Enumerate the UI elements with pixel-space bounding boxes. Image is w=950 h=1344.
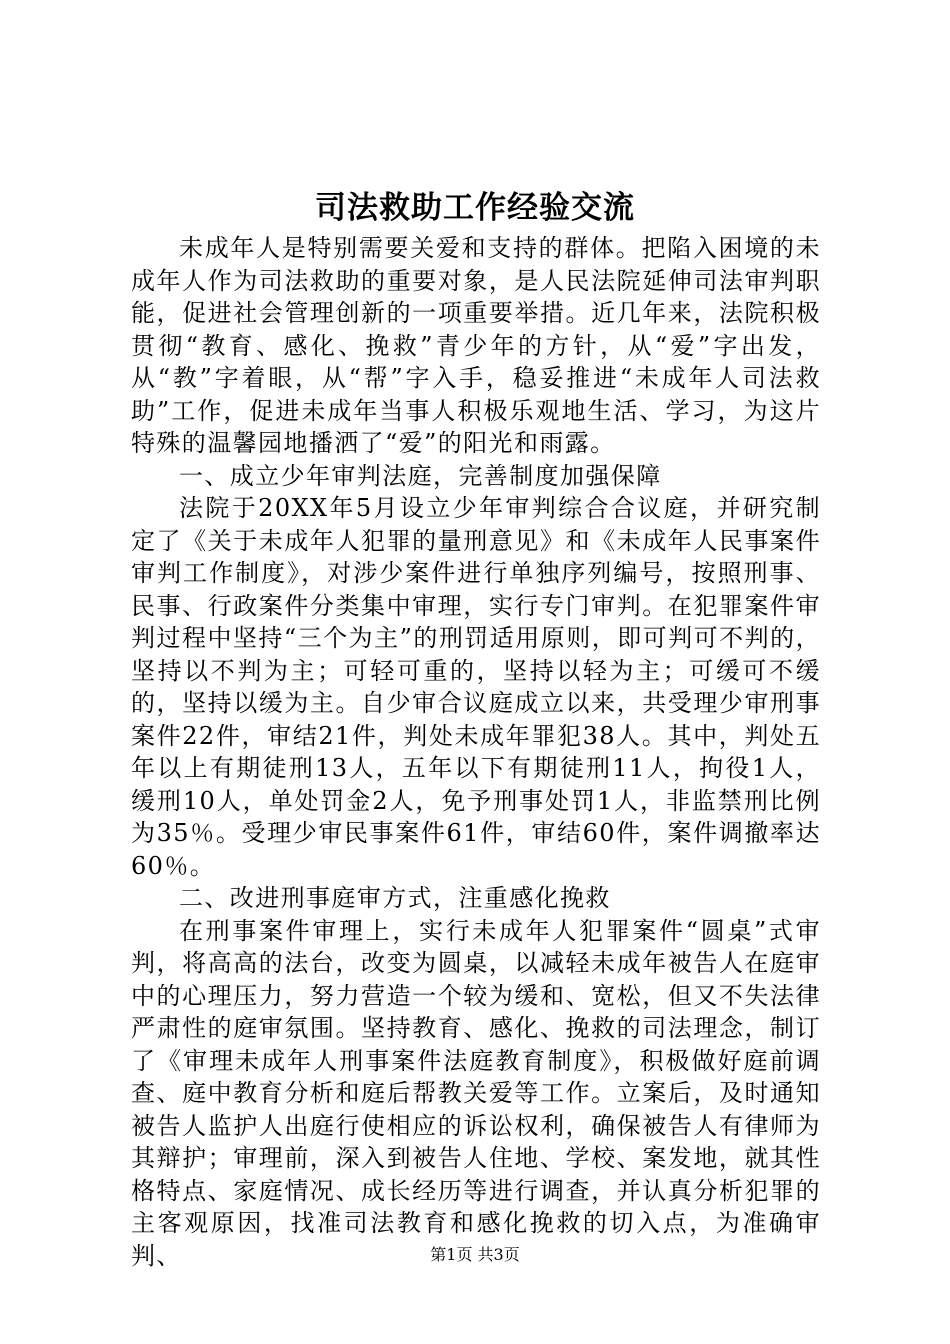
page-footer: 第1页 共3页 — [430, 1245, 520, 1264]
intro-paragraph: 未成年人是特别需要关爱和支持的群体。把陷入困境的未成年人作为司法救助的重要对象，是人民法院延伸司法审判职能，促进社会管理创新的一项重要举措。近几年来，法院积极贯彻“教育、感化、挽救”青少年的方针，从“爱”字出发，从“教”字着眼，从“帮”字入手，稳妥推进“未成年人司法救助”工作，促进未成年当事人积极乐观地生活、学习，为这片特殊的温馨园地播洒了“爱”的阳光和雨露。 — [131, 234, 821, 457]
document-body — [131, 232, 821, 1272]
section-1-paragraph: 法院于20XX年5月设立少年审判综合合议庭，并研究制定了《关于未成年人犯罪的量刑意见》和《未成年人民事案件审判工作制度》，对涉少案件进行单独序列编号，按照刑事、民事、行政案件分类集中审理，实行专门审判。在犯罪案件审判过程中坚持“三个为主”的刑罚适用原则，即可判可不判的，坚持以不判为主；可轻可重的，坚持以轻为主；可缓可不缓的，坚持以缓为主。自少审合议庭成立以来，共受理少审刑事案件22件，审结21件，判处未成年罪犯38人。其中，判处五年以上有期徒刑13人，五年以下有期徒刑11人，拘役1人，缓刑10人，单处罚金2人，免予刑事处罚1人，非监禁刑比例为35％。受理少审民事案件61件，审结60件，案件调撤率达60％。 — [131, 494, 821, 880]
section-heading-1: 一、成立少年审判法庭，完善制度加强保障 — [179, 461, 662, 490]
section-2-paragraph: 在刑事案件审理上，实行未成年人犯罪案件“圆桌”式审判，将高高的法台，改变为圆桌，以减轻未成年被告人在庭审中的心理压力，努力营造一个较为缓和、宽松，但又不失法律严肃性的庭审氛围。坚持教育、感化、挽救的司法理念，制订了《审理未成年人刑事案件法庭教育制度》，积极做好庭前调查、庭中教育分析和庭后帮教关爱等工作。立案后，及时通知被告人监护人出庭行使相应的诉讼权利，确保被告人有律师为其辩护；审理前，深入到被告人住地、学校、案发地，就其性格特点、家庭情况、成长经历等进行调查，并认真分析犯罪的主客观原因，找准司法教育和感化挽救的切入点，为准确审判、 — [131, 916, 821, 1270]
section-heading-2: 二、改进刑事庭审方式，注重感化挽救 — [179, 884, 611, 912]
document-title: 司法救助工作经验交流 — [315, 190, 635, 226]
